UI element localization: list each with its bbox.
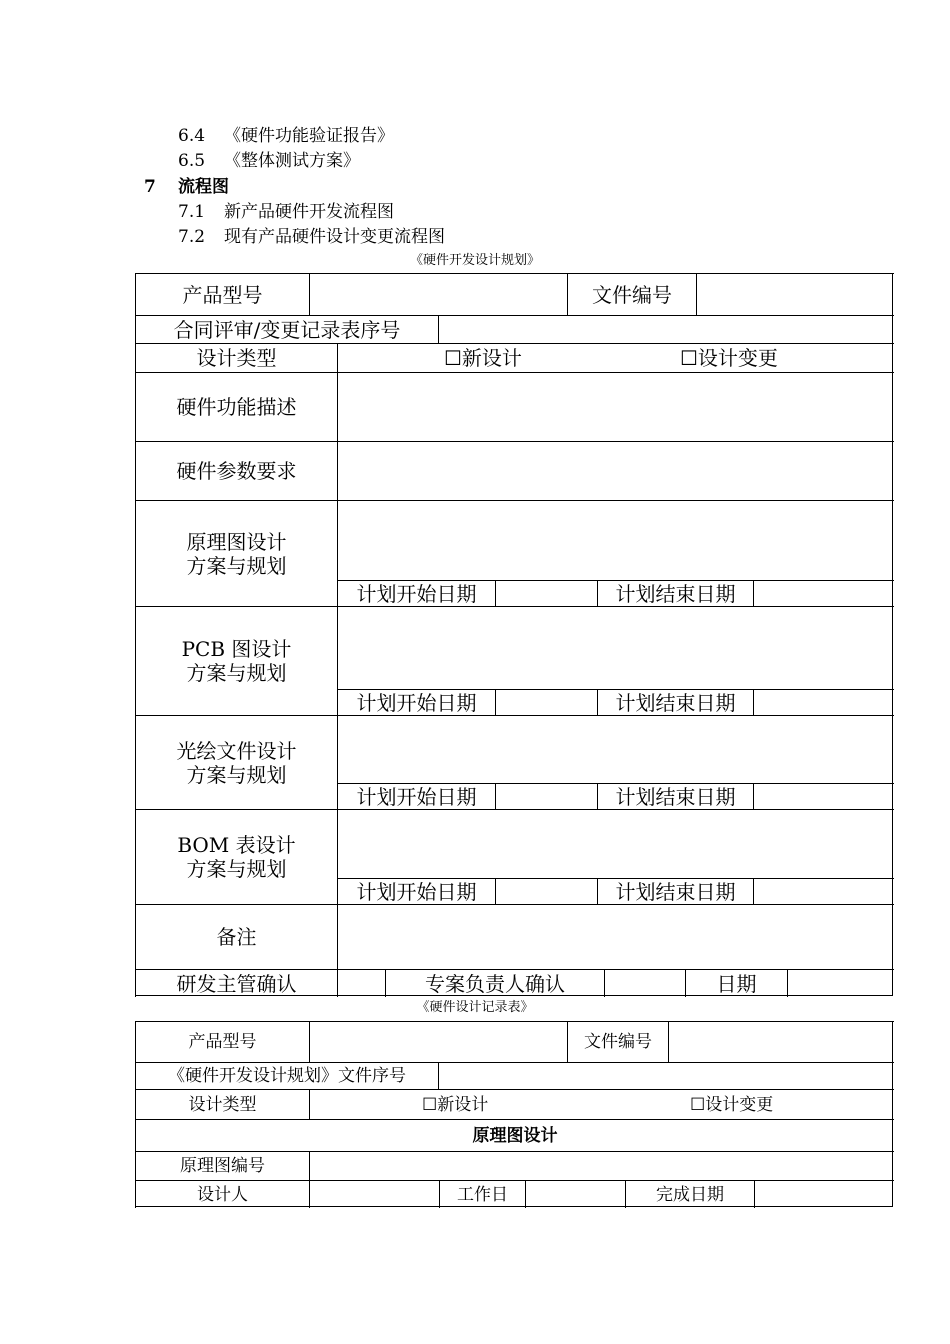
new-design-checkbox[interactable]: ☐新设计 [444, 346, 522, 370]
plan-end-field[interactable] [753, 783, 894, 809]
file-no-label: 文件编号 [567, 273, 696, 315]
plan-start-field[interactable] [495, 878, 597, 904]
section-heading-7: 7 流程图 [144, 177, 229, 197]
file-no-field[interactable] [668, 1021, 894, 1062]
gerber-plan-field[interactable] [337, 715, 894, 783]
design-change-checkbox[interactable]: ☐设计变更 [690, 1094, 774, 1115]
function-desc-label: 硬件功能描述 [135, 372, 337, 441]
product-model-field[interactable] [309, 273, 567, 315]
designer-field[interactable] [309, 1180, 439, 1208]
workday-label: 工作日 [439, 1180, 525, 1208]
rd-manager-field[interactable] [337, 969, 385, 997]
plan-start-field[interactable] [495, 580, 597, 606]
file-no-label: 文件编号 [567, 1021, 668, 1062]
date-field[interactable] [787, 969, 894, 997]
bom-plan-field[interactable] [337, 809, 894, 878]
table2-caption: 《硬件设计记录表》 [416, 1000, 534, 1015]
table1-caption: 《硬件开发设计规划》 [409, 253, 540, 268]
schematic-no-field[interactable] [309, 1151, 894, 1180]
project-lead-field[interactable] [604, 969, 685, 997]
plan-file-seq-field[interactable] [438, 1062, 894, 1089]
contract-review-field[interactable] [438, 315, 894, 343]
list-item-7-2: 7.2 现有产品硬件设计变更流程图 [178, 227, 445, 247]
plan-start-label: 计划开始日期 [337, 878, 495, 904]
pcb-plan-field[interactable] [337, 606, 894, 689]
hardware-dev-plan-table [135, 273, 893, 996]
contract-review-label: 合同评审/变更记录表序号 [135, 315, 438, 343]
design-change-checkbox[interactable]: ☐设计变更 [680, 346, 778, 370]
plan-end-label: 计划结束日期 [597, 783, 753, 809]
plan-start-label: 计划开始日期 [337, 783, 495, 809]
bom-plan-label: BOM 表设计 方案与规划 [135, 809, 337, 904]
plan-file-seq-label: 《硬件开发设计规划》文件序号 [135, 1062, 438, 1089]
schematic-design-heading: 原理图设计 [135, 1119, 894, 1151]
product-model-label: 产品型号 [135, 1021, 309, 1062]
schematic-plan-field[interactable] [337, 500, 894, 580]
done-date-field[interactable] [754, 1180, 894, 1208]
schematic-plan-label: 原理图设计 方案与规划 [135, 500, 337, 606]
project-lead-label: 专案负责人确认 [385, 969, 604, 997]
design-type-label: 设计类型 [135, 1089, 309, 1119]
schematic-no-label: 原理图编号 [135, 1151, 309, 1180]
remarks-field[interactable] [337, 904, 894, 969]
workday-field[interactable] [525, 1180, 625, 1208]
plan-end-label: 计划结束日期 [597, 878, 753, 904]
function-desc-field[interactable] [337, 372, 894, 441]
plan-end-label: 计划结束日期 [597, 580, 753, 606]
list-item-6-5: 6.5 《整体测试方案》 [178, 151, 360, 171]
file-no-field[interactable] [696, 273, 894, 315]
product-model-field[interactable] [309, 1021, 567, 1062]
hardware-design-record-table [135, 1021, 893, 1207]
done-date-label: 完成日期 [625, 1180, 754, 1208]
design-type-label: 设计类型 [135, 343, 337, 372]
plan-end-label: 计划结束日期 [597, 689, 753, 715]
designer-label: 设计人 [135, 1180, 309, 1208]
list-item-7-1: 7.1 新产品硬件开发流程图 [178, 202, 394, 222]
param-req-label: 硬件参数要求 [135, 441, 337, 500]
param-req-field[interactable] [337, 441, 894, 500]
plan-end-field[interactable] [753, 878, 894, 904]
design-type-options [309, 1089, 894, 1119]
plan-end-field[interactable] [753, 689, 894, 715]
plan-end-field[interactable] [753, 580, 894, 606]
design-type-options [337, 343, 894, 372]
plan-start-label: 计划开始日期 [337, 689, 495, 715]
gerber-plan-label: 光绘文件设计 方案与规划 [135, 715, 337, 809]
rd-manager-label: 研发主管确认 [135, 969, 337, 997]
product-model-label: 产品型号 [135, 273, 309, 315]
new-design-checkbox[interactable]: ☐新设计 [422, 1094, 489, 1115]
plan-start-field[interactable] [495, 689, 597, 715]
remarks-label: 备注 [135, 904, 337, 969]
plan-start-field[interactable] [495, 783, 597, 809]
list-item-6-4: 6.4 《硬件功能验证报告》 [178, 126, 394, 146]
plan-start-label: 计划开始日期 [337, 580, 495, 606]
pcb-plan-label: PCB 图设计 方案与规划 [135, 606, 337, 715]
date-label: 日期 [685, 969, 787, 997]
